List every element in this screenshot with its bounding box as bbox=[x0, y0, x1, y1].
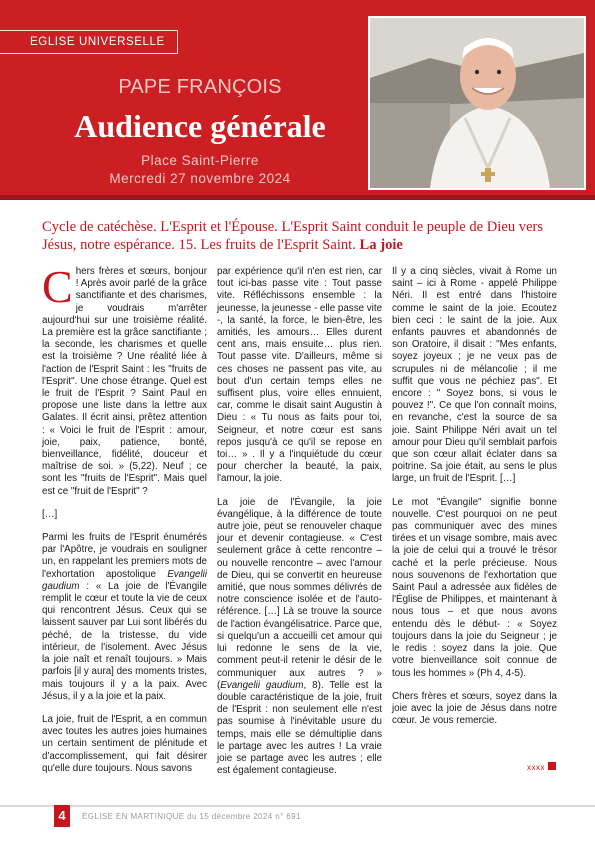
paragraph: Il y a cinq siècles, vivait à Rome un saint – ici à Rome - appelé Philippe Néri. Il est entré dans l'histoire comme le saint de la joie. Ecoutez bien ceci : le saint de la joie. Aux enfants pauvres et abandonnés de son Oratoire, il disait : "Mes enfants, soyez joyeux ; je ne veux pas de scrupules ni de mélancolie ; il me suffit que vous ne péchiez pas". Et encore : " Soyez bons, si vous le pouvez !". Ce que l'on connaît moins, en revanche, c'est la source de sa joie. Saint Philippe Néri avait un tel amour pour Dieu qu'il semblait parfois que son cœur allait éclater dans sa poitrine. Sa joie était, au sens le plus large, un fruit de l'Esprit. […] bbox=[392, 266, 557, 485]
paragraph bbox=[42, 532, 207, 703]
section-tag: EGLISE UNIVERSELLE bbox=[18, 30, 178, 54]
paragraph-text: : « La joie de l'Évangile remplit le cœur et toute la vie de ceux qui rencontrent Jésus. Ceux qui se laissent sauver par Lui sont libérés du péché, de la tristesse, du vide intérieur, de l'isolement. Avec Jésus la joie naît et renaît toujours. » Mais parfois [il y aura] des moments tristes, mais toujours il y a la paix. Avec Jésus, il y a la joie et la paix. bbox=[42, 580, 207, 702]
drop-cap: C bbox=[42, 261, 73, 312]
paragraph: […] bbox=[42, 508, 58, 520]
paragraph: par expérience qu'il n'en est rien, car tout ici-bas passe vite : Tout passe vite. Réfléchissons ensemble : la jeunesse, la jeunesse - elle passe vite -, la santé, la force, le bien-être, les amitiés, les amours… Elles durent cent ans, mais ensuite… plus rien. Tout passe vite. D'ailleurs, même si ces choses ne passent pas vite, au bout d'un certain temps elles ne suffisent plus, voire elles ennuient, car, comme le disait saint Augustin à Dieu : « Tu nous as faits pour toi, Seigneur, et notre cœur est sans repos jusqu'à ce qu'il se repose en toi… » . Il y a l'inquiétude du cœur pour chercher la beauté, la paix, l'amour, la joie. bbox=[217, 266, 383, 485]
catechesis-subtitle bbox=[42, 218, 562, 254]
end-square bbox=[548, 762, 556, 770]
paragraph bbox=[42, 261, 207, 498]
text-column-3 bbox=[392, 266, 557, 738]
paragraph-text: hers frères et sœurs, bonjour ! Après avoir parlé de la grâce sanctifiante et des charismes, je voudrais m'arrêter aujourd'hui sur une troisième réalité. La première est la grâce sanctifiante ; la seconde, les charismes et quelle est la troisième ? Une réalité liée à l'action de l'Esprit Saint : les "fruits de l'Esprit". Une chose étrange. Quel est le fruit de l'Esprit ? Saint Paul en propose une liste dans la lettre aux Galates. Il écrit ainsi, prêtez attention : « Voici le fruit de l'Esprit : amour, joie, paix, patience, bonté, bienveillance, fidélité, douceur et maîtrise de soi. » (5,22). Neuf ; ce sont les "fruits de l'Esprit". Mais quel est ce "fruit de l'Esprit" ? bbox=[42, 266, 207, 497]
pope-photo-illustration bbox=[370, 18, 584, 188]
page-title: Audience générale bbox=[74, 108, 326, 144]
citation-title: Evangelii gaudium bbox=[220, 679, 304, 691]
paragraph bbox=[217, 497, 382, 778]
subtitle-emphasis: La joie bbox=[359, 237, 403, 253]
paragraph-text: La joie de l'Évangile, la joie évangélique, à la différence de toute autre joie, peut se renouveler chaque jour et devenir contagieuse. « C'est seulement grâce à cette rencontre – ou nouvelle rencontre – avec l'amour de Dieu, qui se convertit en heureuse amitié, que nous sommes délivrés de notre conscience isolée et de l'auto-référence. […] Là se trouve la source de l'action évangélisatrice. Parce que, si quelqu'un a accueilli cet amour qui lui redonne le sens de la vie, comment peut-il retenir le désir de le communiquer aux autres ? » ( bbox=[217, 496, 382, 691]
subtitle-main: Cycle de catéchèse. L'Esprit et l'Épouse. L'Esprit Saint conduit le peuple de Dieu vers Jésus, notre espérance. 15. Les fruits de l'Esprit Saint. bbox=[42, 219, 544, 253]
text-column-1 bbox=[42, 261, 207, 786]
pope-photo bbox=[368, 16, 586, 190]
paragraph: La joie, fruit de l'Esprit, a en commun avec toutes les autres joies humaines un certain sentiment de plénitude et d'accomplissement, qui fait désirer qu'elle dure toujours. Nous savons bbox=[42, 713, 207, 774]
paragraph: Le mot "Évangile" signifie bonne nouvelle. C'est pourquoi on ne peut pas communiquer avec des mines tirées et un visage sombre, mais avec la joie de celui qui a trouvé le trésor caché et la perle précieuse. Nous nous souvenons de l'exhortation que Saint Paul a adressée aux fidèles de l'Église de Philippes, et maintenant à nous tous – et que nous avons entendu dès le début- : « Soyez toujours dans la joie du Seigneur ; je le redis : soyez dans la joie. Que votre bienveillance soit connue de tous les hommes » (Ph 4, 4-5). bbox=[392, 496, 557, 679]
paragraph-text: Parmi les fruits de l'Esprit énumérés par l'Apôtre, je voudrais en souligner un, en rappelant les premiers mots de l'exhortation apostolique bbox=[42, 532, 207, 580]
text-column-2 bbox=[217, 266, 382, 788]
date-line: Mercredi 27 novembre 2024 bbox=[109, 171, 291, 186]
paragraph-text: , 8). Telle est la double caractéristique de la joie, fruit de l'Esprit : non seulement elle n'est pas soumise à l'inévitable usure du temps, mais elle se démultiplie dans le partage avec les autres ! La vraie joie se partage avec les autres ; elle est également contagieuse. bbox=[217, 679, 382, 777]
citation-title: Evangelii gaudium bbox=[42, 568, 207, 592]
section-tag-bar bbox=[0, 30, 18, 54]
header-stripe bbox=[0, 195, 595, 200]
page-number: 4 bbox=[54, 805, 70, 827]
place-line: Place Saint-Pierre bbox=[141, 153, 259, 168]
paragraph: Chers frères et sœurs, soyez dans la joie avec la joie de Jésus dans notre cœur. Je vous remercie. bbox=[392, 690, 557, 727]
end-mark: xxxx bbox=[527, 763, 545, 772]
kicker: PAPE FRANÇOIS bbox=[118, 76, 282, 98]
footer-publication: ÉGLISE EN MARTINIQUE du 15 décembre 2024 n° 691 bbox=[82, 812, 301, 821]
footer-divider bbox=[0, 805, 595, 807]
